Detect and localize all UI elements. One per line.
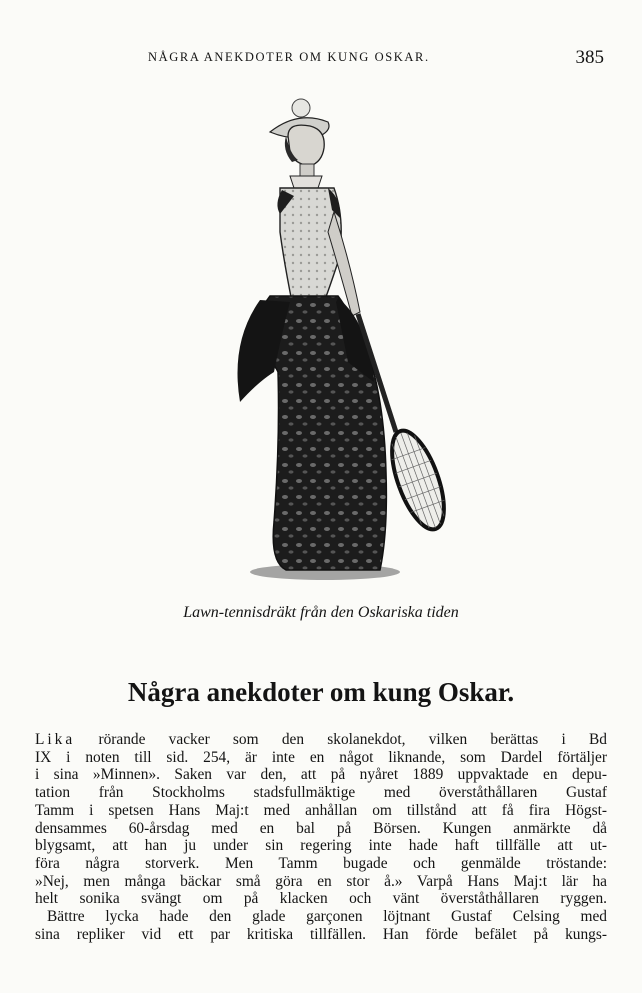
text-line: »Nej, men många bäckar små göra en stor å.» Varpå Hans Maj:t lär ha [35, 872, 607, 890]
running-head [0, 47, 642, 70]
text-line: tation från Stockholms stadsfullmäktige med överståthållaren Gustaf [35, 784, 607, 802]
text-line: IX i noten till sid. 254, är inte en något liknande, som Dardel förtäljer [35, 748, 607, 766]
article-body [35, 731, 607, 943]
text-line: helt sonika svängt om på klacken och vänt överståthållaren ryggen. [35, 890, 607, 908]
text-line: Lika rörande vacker som den skolanekdot, vilken berättas i Bd [35, 731, 607, 748]
article-title: Några anekdoter om kung Oskar. [127, 677, 515, 707]
spaced-first-word: Lika [35, 731, 76, 748]
text-line: densammes 60-årsdag med en bal på Börsen. Kungen anmärkte då [35, 819, 607, 837]
text-line: Tamm i spetsen Hans Maj:t med anhållan om tillstånd att få fira Högst- [35, 801, 607, 819]
text-line: blygsamt, att han ju under sin regering inte hade haft tillfälle att ut- [35, 837, 607, 855]
running-title: NÅGRA ANEKDOTER OM KUNG OSKAR. [148, 50, 430, 64]
text-line: föra några storverk. Men Tamm bugade och genmälde tröstande: [35, 854, 607, 872]
hat-pompom [292, 99, 310, 117]
tennis-dress-illustration [210, 92, 470, 592]
woman-with-racket-figure [210, 92, 470, 592]
text-line: i sina »Minnen». Saken var den, att på nyåret 1889 uppvaktade en depu- [35, 766, 607, 784]
text-line: sina repliker vid ett par kritiska tillfällen. Han förde befälet på kungs- [35, 925, 607, 943]
page-number: 385 [575, 47, 604, 68]
collar [290, 176, 322, 188]
figure-caption: Lawn-tennisdräkt från den Oskariska tiden [183, 604, 459, 621]
text-line: Bättre lycka hade den glade garçonen löjtnant Gustaf Celsing med [47, 908, 607, 926]
